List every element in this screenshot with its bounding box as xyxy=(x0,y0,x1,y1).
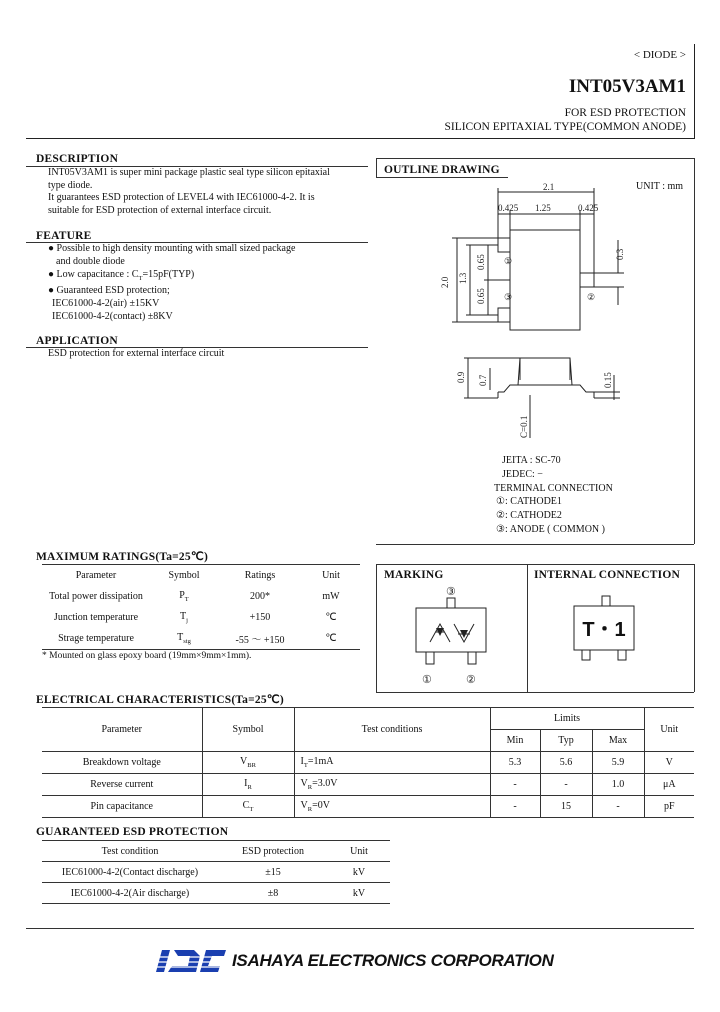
test-cell: $V_R=3.0V$ xyxy=(294,774,490,796)
description-body xyxy=(48,167,370,217)
table-row xyxy=(42,628,360,649)
description-title: DESCRIPTION xyxy=(36,153,119,165)
header-cell: Unit xyxy=(322,570,340,581)
description-line: INT05V3AM1 is super mini package plastic seal type silicon epitaxial xyxy=(48,167,330,178)
unit-cell: ℃ xyxy=(325,633,337,644)
marking-frame-right xyxy=(694,564,695,692)
subtitle-type: SILICON EPITAXIAL TYPE(COMMON ANODE) xyxy=(444,121,686,133)
outline-frame-left xyxy=(376,158,377,178)
protection-cell: ±15 xyxy=(218,862,328,883)
symbol-cell: $T_j$ xyxy=(180,611,188,624)
typ-cell: 5.6 xyxy=(540,752,592,774)
terminal-item: ②: CATHODE2 xyxy=(496,510,562,522)
feature-list xyxy=(48,243,295,324)
feature-item: IEC61000-4-2(air) ±15KV xyxy=(52,298,160,310)
dim-label: 0.425 xyxy=(578,203,599,213)
symbol-cell: $T_{stg}$ xyxy=(177,632,191,645)
table-header-row xyxy=(42,708,694,730)
electrical-table xyxy=(42,707,694,818)
pin-marker: ② xyxy=(587,292,596,302)
typ-cell: 15 xyxy=(540,796,592,818)
pin-label: ② xyxy=(466,674,476,686)
unit-cell: pF xyxy=(644,796,694,818)
pin-label: ① xyxy=(422,674,432,686)
outline-unit: UNIT : mm xyxy=(636,181,684,192)
param-cell: Pin capacitance xyxy=(42,796,202,818)
electrical-title: ELECTRICAL CHARACTERISTICS(Ta=25℃) xyxy=(36,694,284,706)
header-cell: Unit xyxy=(328,841,390,862)
dim-label: 2.1 xyxy=(543,182,555,192)
header-cell: ESD protection xyxy=(218,841,328,862)
header-cell: Max xyxy=(592,730,644,752)
header-cell: Ratings xyxy=(244,570,276,581)
description-line: type diode. xyxy=(48,179,93,191)
feature-item: and double diode xyxy=(56,255,125,267)
pin-label: ③ xyxy=(446,586,456,598)
outline-frame-right xyxy=(694,158,695,544)
unit-cell: ℃ xyxy=(325,612,337,623)
table-row xyxy=(42,862,390,883)
marking-top-rule xyxy=(376,564,694,565)
header-cell: Typ xyxy=(540,730,592,752)
marking-title: MARKING xyxy=(384,569,444,581)
header-cell: Min xyxy=(490,730,540,752)
application-text: ESD protection for external interface circuit xyxy=(48,348,225,359)
unit-cell: μA xyxy=(644,774,694,796)
dim-label: 1.25 xyxy=(535,203,551,213)
table-header-row xyxy=(42,841,390,862)
max-ratings-bottom-rule xyxy=(42,649,360,650)
marking-divider xyxy=(527,564,528,692)
feature-item: ● Guaranteed ESD protection; xyxy=(48,285,170,297)
header-cell: Test condition xyxy=(42,841,218,862)
pin-marker: ③ xyxy=(504,292,513,302)
dim-label: 0.65 xyxy=(476,288,486,304)
dim-label: 0.7 xyxy=(478,374,488,386)
symbol-cell: $I_R$ xyxy=(202,774,294,796)
header-cell: Parameter xyxy=(75,570,117,581)
unit-cell: V xyxy=(644,752,694,774)
condition-cell: IEC61000-4-2(Contact discharge) xyxy=(42,862,218,883)
header-cell: Limits xyxy=(490,708,644,730)
param-cell: Junction temperature xyxy=(53,612,139,623)
dim-label: 0.65 xyxy=(476,254,486,270)
internal-mark: T・1 xyxy=(582,619,626,641)
header-cell: Test conditions xyxy=(294,708,490,752)
feature-title: FEATURE xyxy=(36,230,92,242)
rating-cell: +150 xyxy=(249,612,271,623)
feature-item: IEC61000-4-2(contact) ±8KV xyxy=(52,310,173,322)
dim-label: 0.425 xyxy=(498,203,519,213)
max-cell: 1.0 xyxy=(592,774,644,796)
header-cell: Symbol xyxy=(202,708,294,752)
unit-cell: mW xyxy=(322,591,340,602)
footer-rule xyxy=(26,928,694,929)
min-cell: 5.3 xyxy=(490,752,540,774)
terminal-item: ①: CATHODE1 xyxy=(496,496,562,508)
outline-drawing xyxy=(440,180,640,460)
param-cell: Total power dissipation xyxy=(49,591,143,602)
min-cell: - xyxy=(490,774,540,796)
min-cell: - xyxy=(490,796,540,818)
subtitle-purpose: FOR ESD PROTECTION xyxy=(564,107,686,119)
rating-cell: 200* xyxy=(250,591,270,602)
table-row xyxy=(42,796,694,818)
outline-title: OUTLINE DRAWING xyxy=(384,164,500,176)
table-row xyxy=(42,586,360,607)
outline-title-rule xyxy=(376,177,508,178)
company-name: ISAHAYA ELECTRONICS CORPORATION xyxy=(232,951,554,970)
table-row xyxy=(42,752,694,774)
part-number: INT05V3AM1 xyxy=(568,76,686,97)
symbol-cell: $P_T$ xyxy=(179,590,189,603)
category-label: < DIODE > xyxy=(633,49,686,61)
outline-top-rule xyxy=(376,158,694,159)
table-row xyxy=(42,607,360,628)
max-ratings-note: * Mounted on glass epoxy board (19mm×9mm×1mm). xyxy=(42,651,252,661)
feature-item: ● Low capacitance : $C_T=15pF(TYP)$ xyxy=(48,268,195,282)
terminal-item: ③: ANODE ( COMMON ) xyxy=(496,523,605,535)
marking-bottom-rule xyxy=(376,692,694,693)
outline-frame-bottom xyxy=(376,544,694,545)
package-info xyxy=(494,454,613,537)
jeita-label: JEITA : SC-70 xyxy=(502,455,561,466)
dim-label: C=0.1 xyxy=(519,415,529,438)
symbol-cell: $V_{BR}$ xyxy=(202,752,294,774)
test-cell: $V_R=0V$ xyxy=(294,796,490,818)
marking-diagram xyxy=(400,584,510,688)
dim-label: 0.9 xyxy=(456,371,466,383)
max-cell: - xyxy=(592,796,644,818)
feature-item: ● Possible to high density mounting with small sized package xyxy=(48,243,296,254)
table-row xyxy=(42,774,694,796)
typ-cell: - xyxy=(540,774,592,796)
max-cell: 5.9 xyxy=(592,752,644,774)
company-logo xyxy=(156,948,228,974)
internal-title: INTERNAL CONNECTION xyxy=(534,569,680,581)
rating-cell: -55 〜 +150 xyxy=(235,635,285,646)
terminal-title: TERMINAL CONNECTION xyxy=(494,482,613,494)
marking-frame-left xyxy=(376,564,377,692)
symbol-cell: $C_T$ xyxy=(202,796,294,818)
param-cell: Reverse current xyxy=(42,774,202,796)
package-body-top xyxy=(510,230,580,330)
test-cell: $I_T=1mA$ xyxy=(294,752,490,774)
header-cell: Parameter xyxy=(42,708,202,752)
application-title: APPLICATION xyxy=(36,335,118,347)
table-header-row xyxy=(42,565,360,586)
unit-cell: kV xyxy=(328,883,390,904)
dim-label: 0.15 xyxy=(603,372,613,388)
condition-cell: IEC61000-4-2(Air discharge) xyxy=(42,883,218,904)
jedec-label: JEDEC: − xyxy=(502,468,543,480)
header-cell: Symbol xyxy=(168,570,200,581)
max-ratings-table xyxy=(42,565,360,649)
dim-label: 1.3 xyxy=(458,272,468,284)
header-cell: Unit xyxy=(644,708,694,752)
internal-diagram xyxy=(560,590,650,680)
esd-table xyxy=(42,840,390,904)
dim-label: 0.3 xyxy=(615,248,625,260)
param-cell: Strage temperature xyxy=(58,633,134,644)
description-line: suitable for ESD protection of external interface circuit. xyxy=(48,204,272,216)
param-cell: Breakdown voltage xyxy=(42,752,202,774)
protection-cell: ±8 xyxy=(218,883,328,904)
unit-cell: kV xyxy=(328,862,390,883)
max-ratings-title: MAXIMUM RATINGS(Ta=25℃) xyxy=(36,551,208,563)
esd-title: GUARANTEED ESD PROTECTION xyxy=(36,826,229,838)
table-row xyxy=(42,883,390,904)
description-line: It guarantees ESD protection of LEVEL4 with IEC61000-4-2. It is xyxy=(48,192,315,203)
pin-marker: ① xyxy=(504,256,513,266)
dim-label: 2.0 xyxy=(440,276,450,288)
